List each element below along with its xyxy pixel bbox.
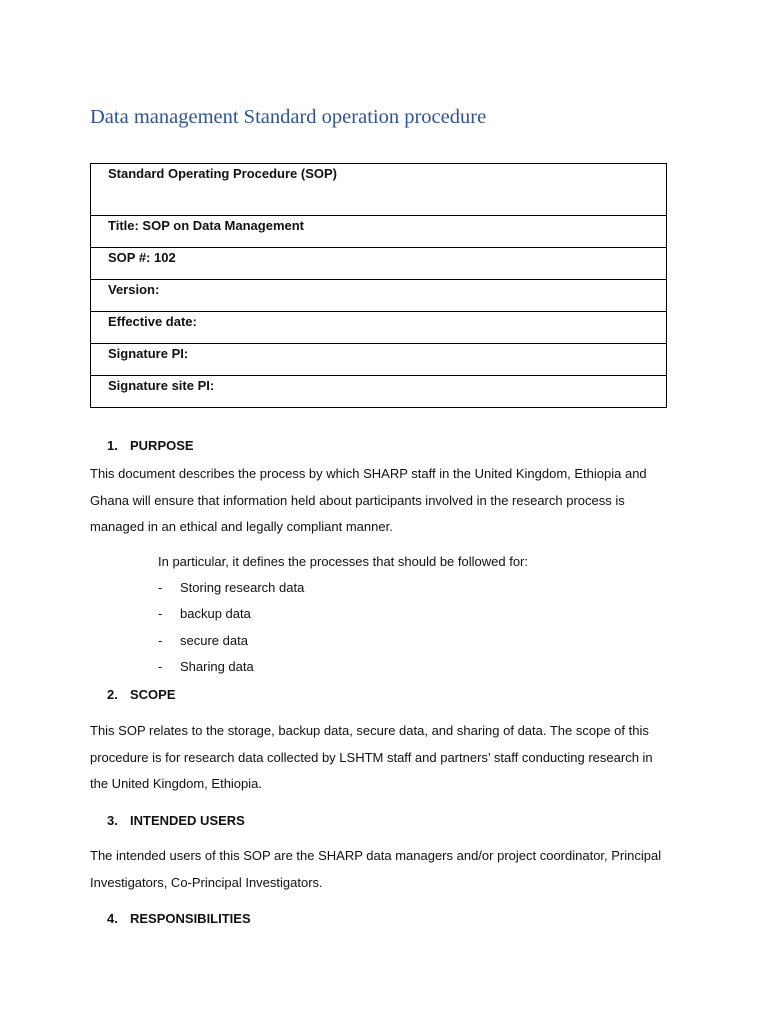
section-heading-text: RESPONSIBILITIES: [130, 911, 251, 926]
list-item: [158, 631, 304, 657]
table-row: [91, 376, 667, 408]
list-item: [158, 604, 304, 630]
table-row: [91, 248, 667, 280]
sop-header-cell: Standard Operating Procedure (SOP): [91, 164, 667, 216]
bullet-dash: -: [158, 606, 163, 622]
table-row: [91, 216, 667, 248]
list-item: [158, 657, 304, 683]
sop-number-cell: SOP #: 102: [91, 248, 667, 280]
section-heading-text: INTENDED USERS: [130, 813, 245, 828]
document-title: Data management Standard operation procedure: [90, 106, 487, 128]
sop-title-cell: Title: SOP on Data Management: [91, 216, 667, 248]
scope-paragraph: This SOP relates to the storage, backup data, secure data, and sharing of data. The scope of this procedure is for research data collected by LSHTM staff and partners’ staff conducting research in the United Kingdom, Ethiopia.: [90, 723, 653, 791]
intended-users-heading: [107, 813, 245, 829]
section-number: 2.: [107, 687, 118, 702]
section-number: 4.: [107, 911, 118, 926]
section-heading-text: PURPOSE: [130, 438, 194, 453]
bullet-text: secure data: [180, 632, 248, 648]
section-number: 3.: [107, 813, 118, 828]
sop-info-table: [90, 163, 667, 408]
bullet-dash: -: [158, 580, 163, 595]
purpose-intro: In particular, it defines the processes that should be followed for:: [158, 554, 528, 569]
purpose-bullet-list: [158, 578, 304, 683]
bullet-text: Storing research data: [180, 580, 305, 595]
responsibilities-heading: [107, 911, 251, 927]
sop-signature-pi-cell: Signature PI:: [91, 344, 667, 376]
purpose-heading: [107, 438, 194, 454]
section-number: 1.: [107, 438, 118, 453]
sop-signature-site-pi-cell: Signature site PI:: [91, 376, 667, 408]
table-row: [91, 312, 667, 344]
intended-users-paragraph: The intended users of this SOP are the SHARP data managers and/or project coordinator, Principal Investigators, Co-Principal Investigators.: [90, 848, 662, 890]
bullet-text: Sharing data: [180, 658, 254, 674]
purpose-paragraph: This document describes the process by which SHARP staff in the United Kingdom, Ethiopia and Ghana will ensure that information held about participants involved in the research process is managed in an ethical and legally compliant manner.: [90, 466, 647, 534]
bullet-text: backup data: [180, 606, 251, 622]
table-row: [91, 344, 667, 376]
scope-heading: [107, 687, 176, 703]
list-item: [158, 578, 304, 604]
bullet-dash: -: [158, 632, 163, 648]
bullet-dash: -: [158, 658, 163, 674]
sop-version-cell: Version:: [91, 280, 667, 312]
table-row: [91, 164, 667, 216]
section-heading-text: SCOPE: [130, 687, 176, 702]
sop-effective-date-cell: Effective date:: [91, 312, 667, 344]
table-row: [91, 280, 667, 312]
